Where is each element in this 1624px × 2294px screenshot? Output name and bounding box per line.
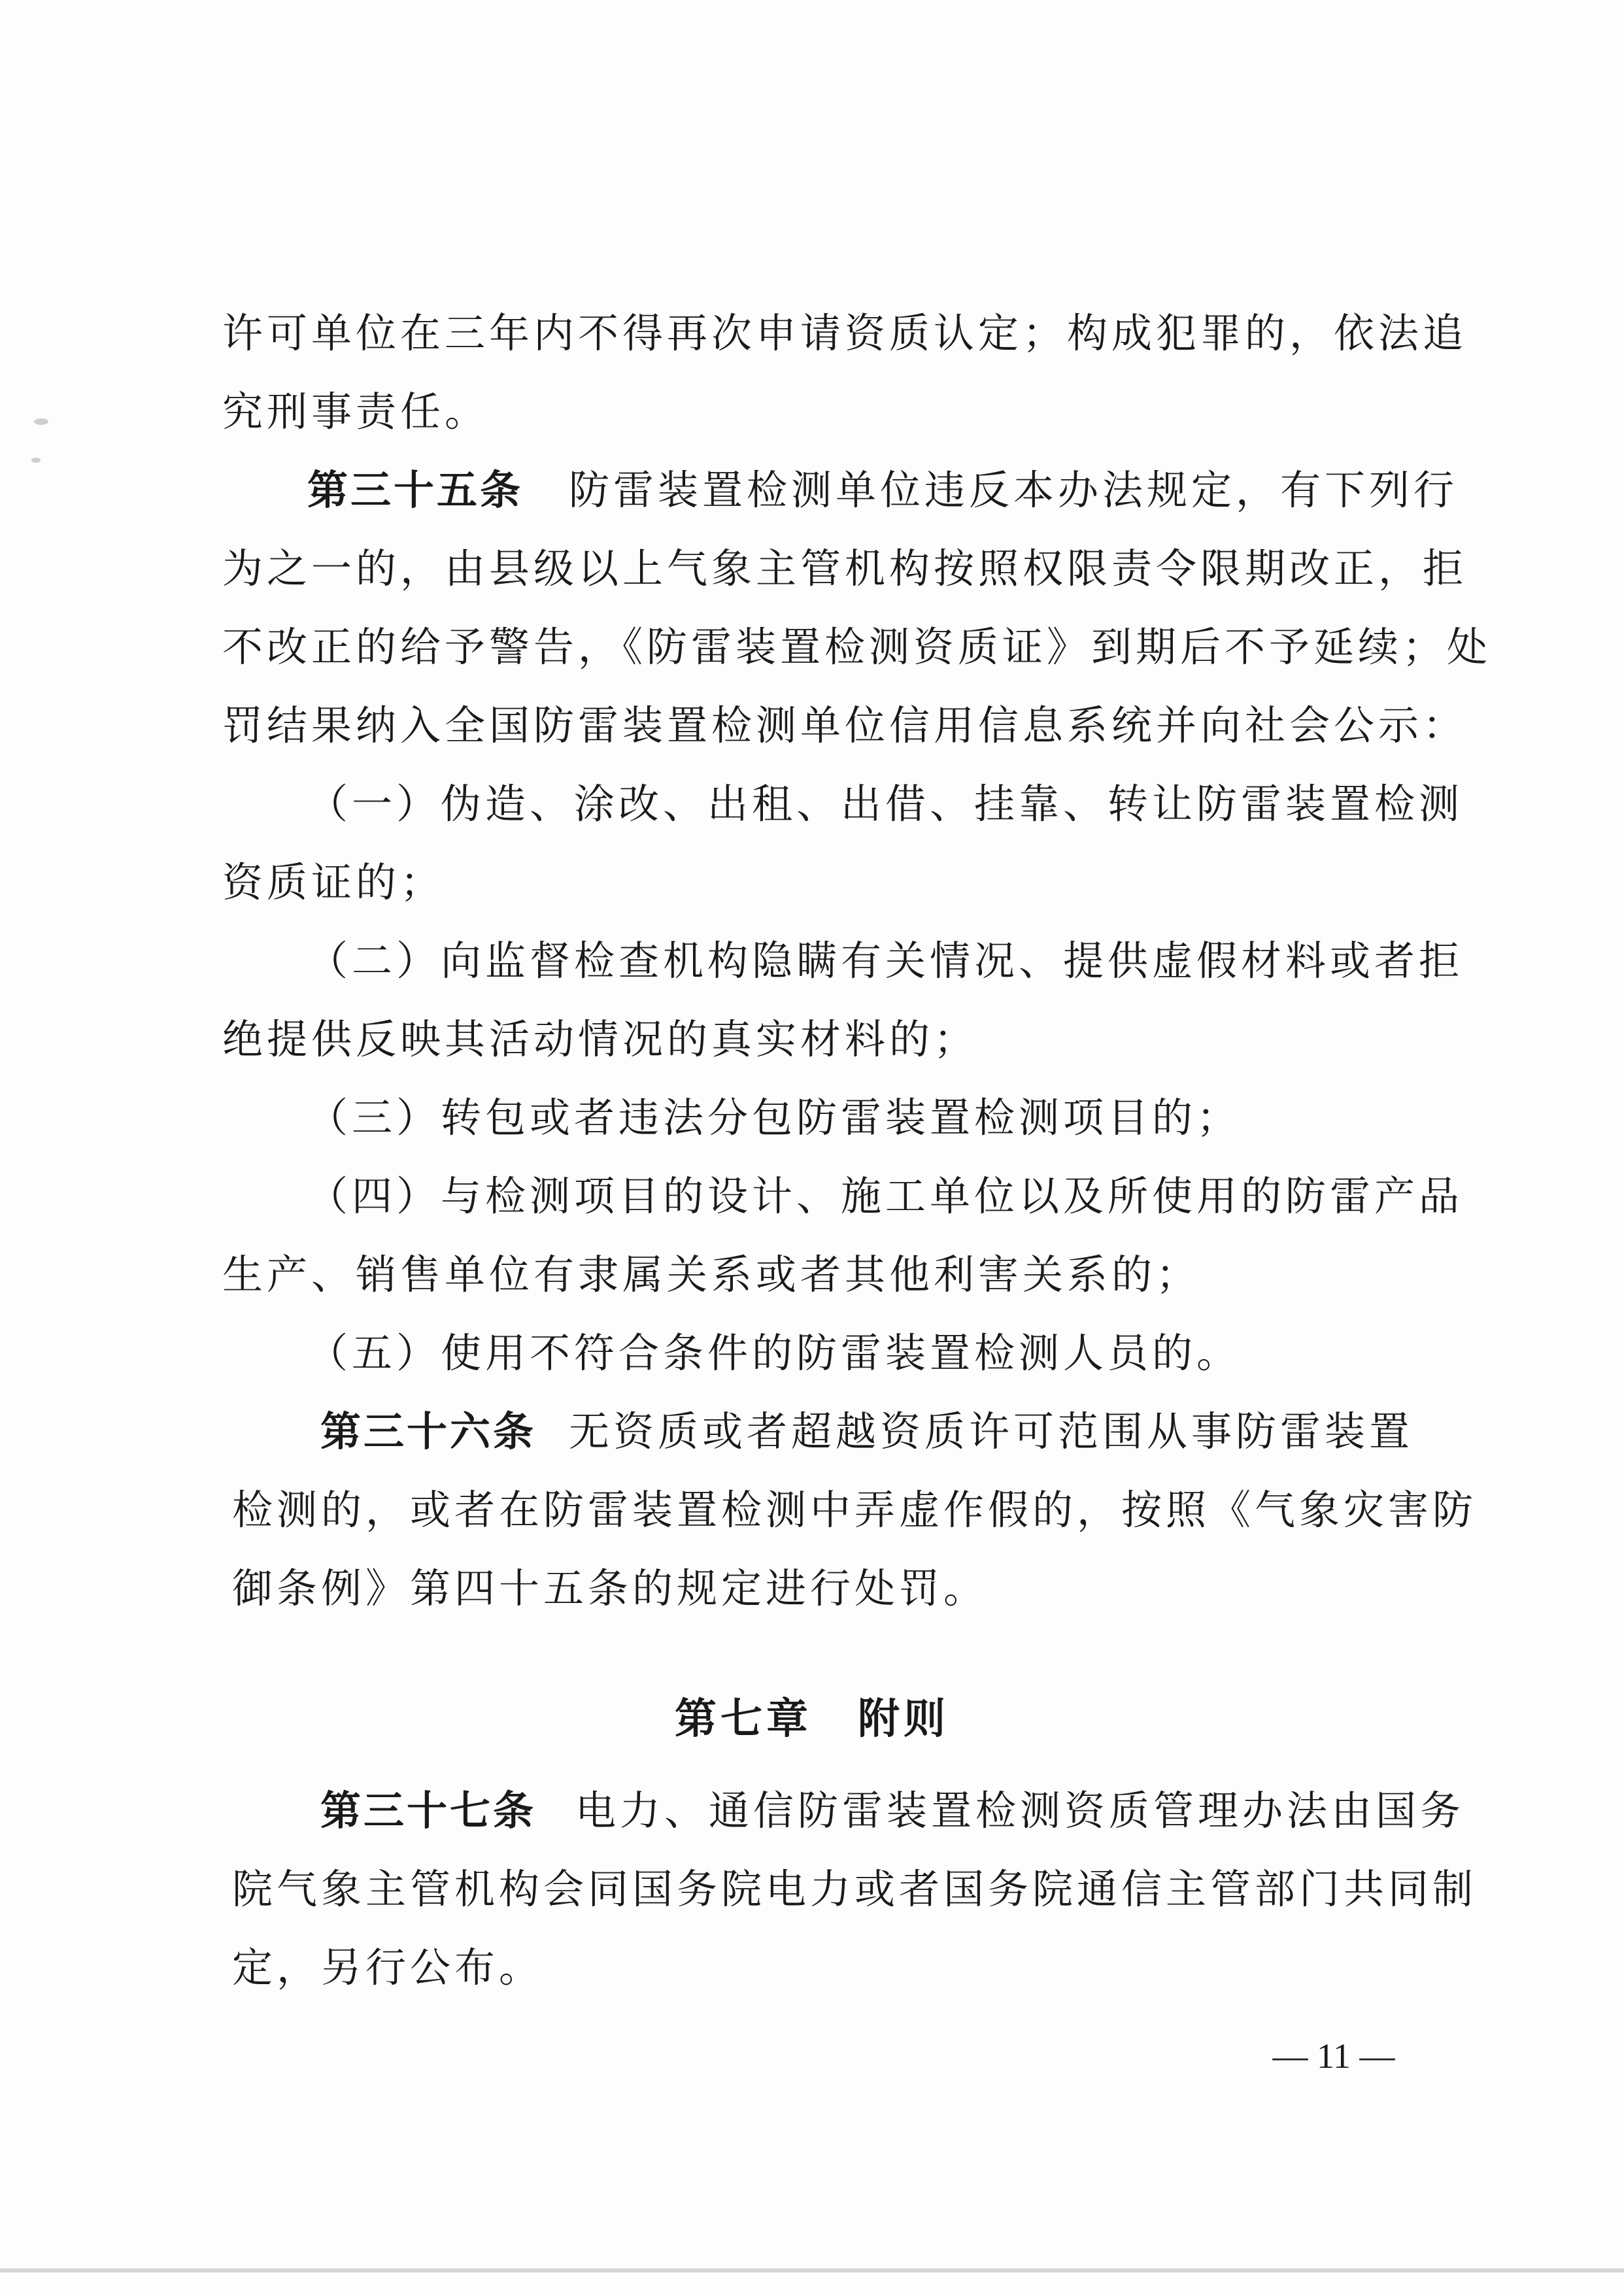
list-item-continuation: 资质证的； <box>222 858 445 906</box>
body-line: 检测的，或者在防雷装置检测中弄虚作假的，按照《气象灾害防 <box>232 1486 1478 1534</box>
body-line: 御条例》第四十五条的规定进行处罚。 <box>232 1564 989 1612</box>
body-line: 许可单位在三年内不得再次申请资质认定；构成犯罪的，依法追 <box>222 309 1468 357</box>
scan-speck <box>31 458 41 463</box>
body-line: 不改正的给予警告，《防雷装置检测资质证》到期后不予延续；处 <box>222 623 1492 671</box>
body-line: 罚结果纳入全国防雷装置检测单位信用信息系统并向社会公示： <box>222 701 1468 749</box>
scan-bottom-edge <box>0 2269 1624 2272</box>
chapter-heading: 第七章 附则 <box>675 1695 949 1744</box>
article-37-label: 第三十七条 <box>320 1787 537 1834</box>
article-35-label: 第三十五条 <box>307 466 524 514</box>
article-36-first-line <box>320 1406 1425 1458</box>
list-item: （三）转包或者违法分包防雷装置检测项目的； <box>307 1094 1242 1141</box>
body-line: 院气象主管机构会同国务院电力或者国务院通信主管部门共同制 <box>232 1865 1478 1913</box>
page-number: — 11 — <box>1272 2036 1395 2076</box>
list-item: （一）伪造、涂改、出租、出借、挂靠、转让防雷装置检测 <box>307 780 1464 828</box>
article-36-label: 第三十六条 <box>320 1408 537 1455</box>
list-item-continuation: 绝提供反映其活动情况的真实材料的； <box>222 1015 979 1063</box>
list-item-continuation: 生产、销售单位有隶属关系或者其他利害关系的； <box>222 1251 1201 1298</box>
article-35-first-line <box>307 464 1459 516</box>
article-36-text: 无资质或者超越资质许可范围从事防雷装置 <box>569 1408 1414 1455</box>
article-35-text: 防雷装置检测单位违反本办法规定，有下列行 <box>569 466 1459 514</box>
body-line: 定，另行公布。 <box>232 1944 544 1991</box>
article-37-text: 电力、通信防雷装置检测资质管理办法由国务 <box>575 1787 1465 1834</box>
list-item: （四）与检测项目的设计、施工单位以及所使用的防雷产品 <box>307 1172 1464 1220</box>
scan-speck <box>34 418 48 425</box>
article-37-first-line <box>320 1785 1465 1837</box>
list-item: （二）向监督检查机构隐瞒有关情况、提供虚假材料或者拒 <box>307 937 1464 985</box>
body-line: 为之一的，由县级以上气象主管机构按照权限责令限期改正，拒 <box>222 545 1468 592</box>
body-line: 究刑事责任。 <box>222 388 490 435</box>
list-item: （五）使用不符合条件的防雷装置检测人员的。 <box>307 1329 1242 1377</box>
